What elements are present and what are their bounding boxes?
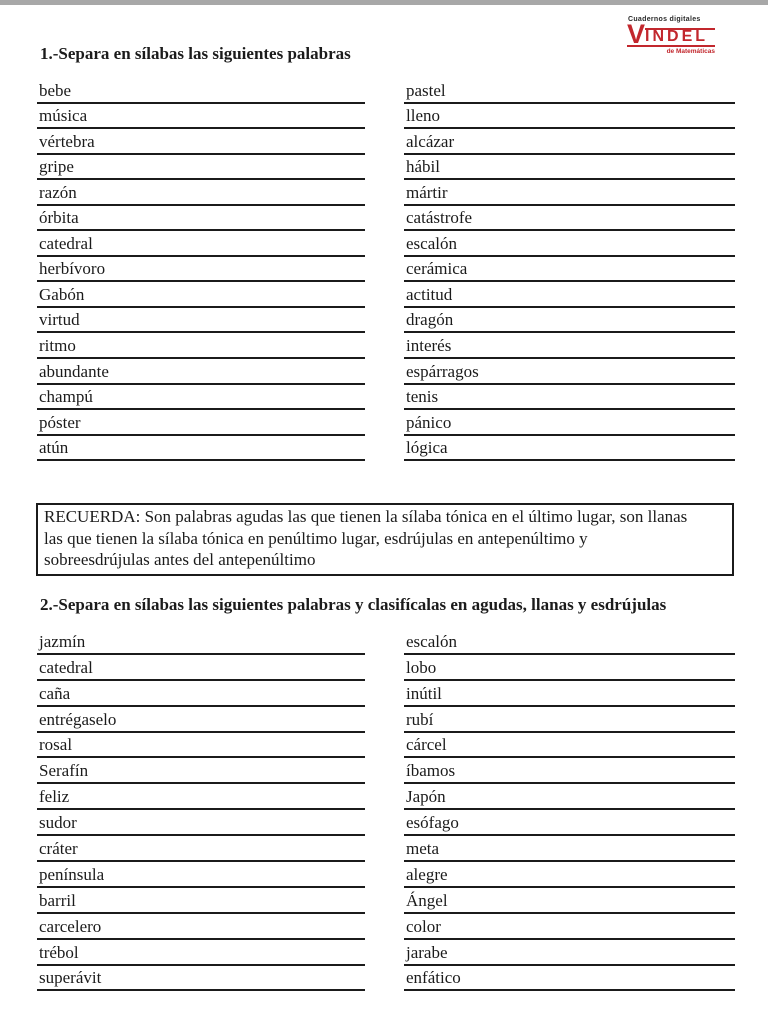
word-label: catedral — [39, 657, 93, 677]
word-label: vértebra — [39, 131, 95, 151]
word-label: órbita — [39, 208, 79, 228]
word-row — [404, 862, 735, 888]
word-row — [404, 231, 735, 257]
word-label: escalón — [406, 631, 457, 651]
exercise1-left-column — [37, 78, 365, 461]
word-row — [37, 681, 365, 707]
word-label: lógica — [406, 438, 448, 458]
word-label: cerámica — [406, 259, 468, 279]
word-row — [404, 681, 735, 707]
word-label: alcázar — [406, 131, 455, 151]
word-label: meta — [406, 839, 440, 859]
word-label: abundante — [39, 361, 109, 381]
word-row — [37, 758, 365, 784]
word-label: atún — [39, 438, 69, 458]
word-row — [404, 914, 735, 940]
word-row — [37, 733, 365, 759]
word-row — [404, 282, 735, 308]
word-row — [404, 410, 735, 436]
word-label: íbamos — [406, 761, 456, 781]
word-row — [37, 282, 365, 308]
word-row — [37, 180, 365, 206]
word-row — [404, 359, 735, 385]
exercise1-right-column — [404, 78, 735, 461]
word-label: póster — [39, 412, 81, 432]
word-label: inútil — [406, 683, 442, 703]
word-label: gripe — [39, 157, 74, 177]
word-row — [37, 257, 365, 283]
word-label: alegre — [406, 864, 448, 884]
word-label: rubí — [406, 709, 434, 729]
word-label: virtud — [39, 310, 80, 330]
word-row — [37, 914, 365, 940]
recuerda-line: RECUERDA: Son palabras agudas las que tienen la sílaba tónica en el último lugar, son llanas — [44, 507, 688, 526]
word-row — [404, 333, 735, 359]
word-label: pastel — [406, 80, 446, 100]
word-label: lobo — [406, 657, 437, 677]
word-label: pánico — [406, 412, 452, 432]
word-label: ritmo — [39, 336, 76, 356]
scan-edge — [0, 0, 768, 5]
word-row — [37, 966, 365, 992]
word-label: enfático — [406, 968, 461, 988]
word-row — [37, 231, 365, 257]
word-label: escalón — [406, 233, 457, 253]
word-row — [404, 257, 735, 283]
word-row — [37, 308, 365, 334]
word-label: bebe — [39, 80, 72, 100]
logo-top-text: Cuadernos digitales — [628, 16, 701, 23]
word-row — [37, 836, 365, 862]
logo-sub-text: de Matemáticas — [666, 48, 715, 56]
word-label: rosal — [39, 735, 73, 755]
word-row — [37, 410, 365, 436]
word-row — [404, 629, 735, 655]
logo-brand-rest: INDEL — [645, 28, 715, 44]
word-label: tenis — [406, 387, 439, 407]
word-label: actitud — [406, 284, 453, 304]
recuerda-box — [36, 503, 734, 576]
word-label: jazmín — [39, 631, 86, 651]
word-label: península — [39, 864, 105, 884]
word-row — [404, 180, 735, 206]
vindel-logo — [627, 16, 715, 55]
word-row — [404, 707, 735, 733]
word-label: hábil — [406, 157, 440, 177]
recuerda-line: sobreesdrújulas antes del antepenúltimo — [44, 550, 316, 569]
word-label: lleno — [406, 106, 440, 126]
word-row — [404, 436, 735, 462]
exercise2-right-column — [404, 629, 735, 991]
word-row — [37, 359, 365, 385]
word-label: jarabe — [406, 942, 448, 962]
word-label: catedral — [39, 233, 93, 253]
word-row — [404, 104, 735, 130]
word-row — [37, 655, 365, 681]
word-row — [37, 707, 365, 733]
word-label: Gabón — [39, 284, 85, 304]
word-label: Serafín — [39, 761, 89, 781]
word-row — [37, 129, 365, 155]
word-row — [404, 308, 735, 334]
word-row — [404, 810, 735, 836]
word-row — [404, 385, 735, 411]
exercise1-title: 1.-Separa en sílabas las siguientes palabras — [40, 44, 351, 63]
word-row — [37, 940, 365, 966]
word-row — [37, 810, 365, 836]
word-label: herbívoro — [39, 259, 106, 279]
word-row — [37, 784, 365, 810]
word-label: sudor — [39, 813, 77, 833]
word-row — [404, 888, 735, 914]
exercise1-word-list — [37, 78, 735, 461]
word-row — [404, 206, 735, 232]
exercise2-word-list — [37, 629, 735, 991]
word-row — [37, 862, 365, 888]
word-label: Ángel — [406, 890, 448, 910]
word-row — [37, 333, 365, 359]
word-row — [404, 784, 735, 810]
word-label: espárragos — [406, 361, 479, 381]
word-label: cráter — [39, 839, 78, 859]
word-label: feliz — [39, 787, 70, 807]
word-label: color — [406, 916, 441, 936]
word-label: cárcel — [406, 735, 447, 755]
word-row — [404, 129, 735, 155]
word-label: carcelero — [39, 916, 102, 936]
exercise2-left-column — [37, 629, 365, 991]
word-label: champú — [39, 387, 93, 407]
word-row — [404, 836, 735, 862]
word-row — [404, 733, 735, 759]
logo-brand-v: V — [627, 19, 646, 49]
word-row — [404, 655, 735, 681]
word-label: barril — [39, 890, 76, 910]
word-label: esófago — [406, 813, 459, 833]
word-label: razón — [39, 182, 77, 202]
recuerda-line: las que tienen la sílaba tónica en penúltimo lugar, esdrújulas en antepenúltimo y — [44, 528, 588, 548]
word-label: dragón — [406, 310, 454, 330]
word-row — [37, 104, 365, 130]
word-row — [37, 888, 365, 914]
word-row — [37, 206, 365, 232]
word-label: Japón — [406, 787, 446, 807]
word-label: superávit — [39, 968, 102, 988]
word-row — [37, 436, 365, 462]
word-label: trébol — [39, 942, 79, 962]
word-row — [37, 155, 365, 181]
word-row — [37, 385, 365, 411]
word-label: caña — [39, 683, 71, 703]
word-label: interés — [406, 336, 452, 356]
word-label: entrégaselo — [39, 709, 117, 729]
word-label: catástrofe — [406, 208, 473, 228]
word-row — [37, 78, 365, 104]
word-row — [404, 758, 735, 784]
exercise2-title: 2.-Separa en sílabas las siguientes palabras y clasifícalas en agudas, llanas y esdrújulas — [40, 595, 667, 614]
word-label: música — [39, 106, 88, 126]
word-label: mártir — [406, 182, 448, 202]
word-row — [404, 966, 735, 992]
word-row — [37, 629, 365, 655]
word-row — [404, 940, 735, 966]
word-row — [404, 155, 735, 181]
word-row — [404, 78, 735, 104]
